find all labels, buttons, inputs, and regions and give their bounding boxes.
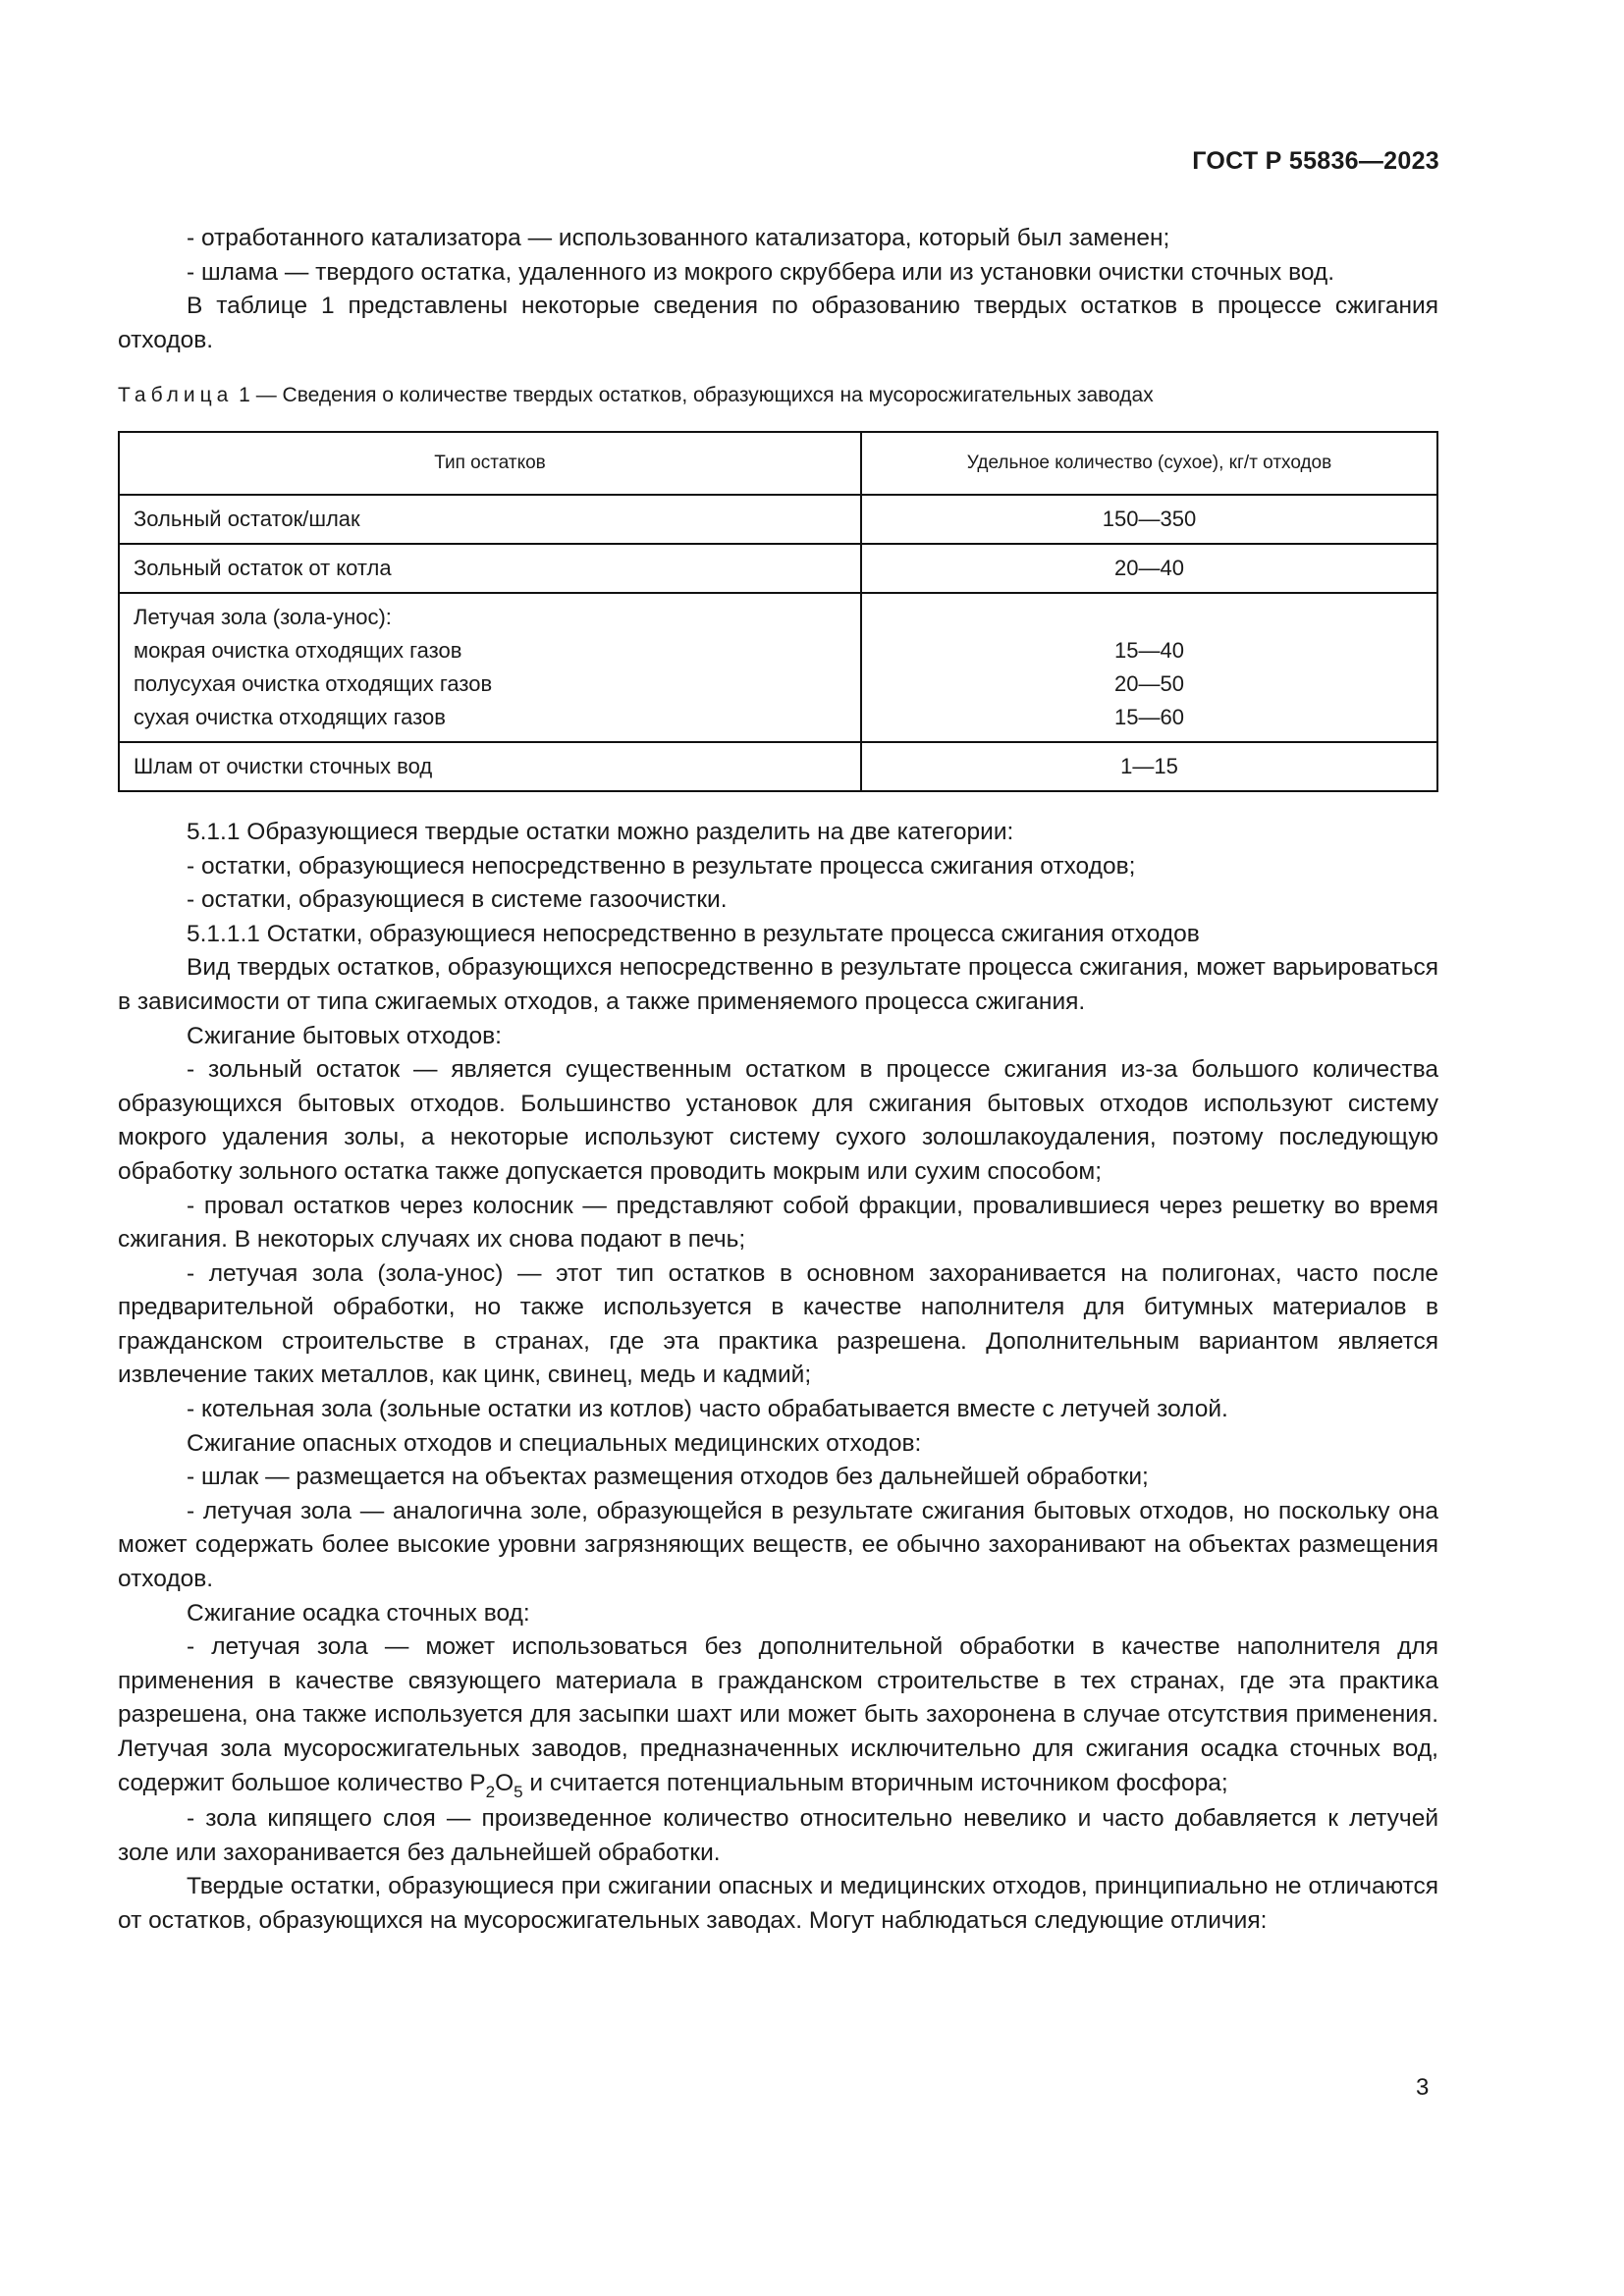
- paragraph: Сжигание бытовых отходов:: [187, 1022, 502, 1049]
- paragraph: В таблице 1 представлены некоторые сведения по образованию твердых остатков в процессе сжигания отходов.: [118, 293, 1438, 353]
- paragraph: - провал остатков через колосник — представляют собой фракции, провалившиеся через решетку во время сжигания. В некоторых случаях их снова подают в печь;: [118, 1192, 1438, 1254]
- paragraph: - летучая зола (зола-унос) — этот тип остатков в основном захоранивается на полигонах, часто после предварительной обработки, но также используется в качестве наполнителя для битумных материалов в гражданском строительстве в странах, где эта практика разрешена. Дополнительным вариантом является извлечение таких металлов, как цинк, свинец, медь и кадмий;: [118, 1259, 1438, 1389]
- table-caption-number: 1: [233, 384, 250, 407]
- cell-text: 1—15: [1120, 753, 1178, 778]
- paragraph: Сжигание осадка сточных вод:: [187, 1599, 530, 1627]
- paragraph: [118, 1630, 1438, 1802]
- residues-table: [118, 431, 1438, 792]
- paragraph: - зола кипящего слоя — произведенное количество относительно невелико и часто добавляется к летучей золе или захоранивается без дальнейшей обработки.: [118, 1805, 1438, 1866]
- paragraph: - остатки, образующиеся непосредственно в результате процесса сжигания отходов;: [187, 852, 1136, 880]
- cell-text: Зольный остаток от котла: [134, 555, 392, 580]
- paragraph: 5.1.1 Образующиеся твердые остатки можно разделить на две категории:: [187, 818, 1014, 845]
- subscript: 2: [485, 1782, 496, 1801]
- paragraph: - котельная зола (зольные остатки из котлов) часто обрабатывается вместе с летучей золой.: [187, 1396, 1228, 1423]
- paragraph: - летучая зола — аналогична золе, образующейся в результате сжигания бытовых отходов, но поскольку она может содержать более высокие уровни загрязняющих веществ, ее обычно захоранивают на объектах размещения отходов.: [118, 1497, 1438, 1593]
- cell-text: полусухая очистка отходящих газов: [134, 670, 493, 696]
- cell-type: [119, 544, 861, 593]
- section-heading: 5.1.1.1 Остатки, образующиеся непосредственно в результате процесса сжигания отходов: [187, 920, 1200, 947]
- cell-text: 15—60: [1114, 704, 1184, 729]
- cell-text: сухая очистка отходящих газов: [134, 704, 446, 729]
- table-row: [119, 495, 1437, 544]
- text-run: и считается потенциальным вторичным источником фосфора;: [522, 1769, 1228, 1796]
- paragraph: - зольный остаток — является существенным остатком в процессе сжигания из-за большого количества образующихся бытовых отходов. Большинство установок для сжигания бытовых отходов используют систему мокрого удаления золы, а некоторые используют систему сухого золошлакоудаления, поэтому последующую обработку зольного остатка также допускается проводить мокрым или сухим способом;: [118, 1056, 1438, 1185]
- table-row: [119, 544, 1437, 593]
- text-run: - летучая зола — может использоваться без дополнительной обработки в качестве наполнителя для применения в качестве связующего материала в гражданском строительстве в тех странах, где эта практика разрешена, она также используется для засыпки шахт или может быть захоронена в случае отсутствия применения. Летучая зола мусоросжигательных заводов, предназначенных исключительно для сжигания осадка сточных вод, содержит большое количество P: [118, 1633, 1438, 1796]
- cell-text: 150—350: [1102, 506, 1197, 531]
- paragraph: Твердые остатки, образующиеся при сжигании опасных и медицинских отходов, принципиально не отличаются от остатков, образующихся на мусоросжигательных заводах. Могут наблюдаться следующие отличия:: [118, 1873, 1438, 1934]
- paragraph: - шлак — размещается на объектах размещения отходов без дальнейшей обработки;: [187, 1464, 1149, 1491]
- cell-text: Зольный остаток/шлак: [134, 506, 360, 531]
- page-content: [118, 222, 1438, 1939]
- cell-text: Шлам от очистки сточных вод: [134, 753, 433, 778]
- cell-type: [119, 593, 861, 742]
- cell-value: [861, 742, 1437, 791]
- cell-value: [861, 544, 1437, 593]
- cell-type: [119, 742, 861, 791]
- table-caption-text: — Сведения о количестве твердых остатков, образующихся на мусоросжигательных заводах: [249, 384, 1154, 407]
- cell-text: 20—40: [1114, 555, 1184, 580]
- paragraph: - остатки, образующиеся в системе газоочистки.: [187, 886, 728, 914]
- cell-type: [119, 495, 861, 544]
- column-header-quantity: Удельное количество (сухое), кг/т отходов: [861, 432, 1437, 495]
- table-caption-prefix: Таблица: [118, 384, 234, 407]
- paragraph: Сжигание опасных отходов и специальных медицинских отходов:: [187, 1429, 922, 1457]
- cell-text: [876, 601, 1423, 634]
- cell-text: мокрая очистка отходящих газов: [134, 637, 462, 663]
- cell-value: [861, 495, 1437, 544]
- cell-value: [861, 593, 1437, 742]
- table-header-row: [119, 432, 1437, 495]
- table-caption: [118, 379, 1438, 413]
- paragraph: - отработанного катализатора — использованного катализатора, который был заменен;: [187, 225, 1170, 251]
- paragraph: - шлама — твердого остатка, удаленного из мокрого скруббера или из установки очистки сточных вод.: [187, 258, 1335, 286]
- paragraph: Вид твердых остатков, образующихся непосредственно в результате процесса сжигания, может варьироваться в зависимости от типа сжигаемых отходов, а также применяемого процесса сжигания.: [118, 954, 1438, 1015]
- page-number: 3: [1416, 2074, 1430, 2101]
- column-header-type: Тип остатков: [119, 432, 861, 495]
- subscript: 5: [514, 1782, 523, 1801]
- document-id-header: ГОСТ Р 55836—2023: [1192, 147, 1439, 175]
- text-run: O: [495, 1769, 514, 1796]
- table-row: [119, 742, 1437, 791]
- table-row: [119, 593, 1437, 742]
- cell-text: 15—40: [1114, 637, 1184, 663]
- cell-text: 20—50: [1114, 670, 1184, 696]
- cell-text: Летучая зола (зола-унос):: [134, 604, 392, 629]
